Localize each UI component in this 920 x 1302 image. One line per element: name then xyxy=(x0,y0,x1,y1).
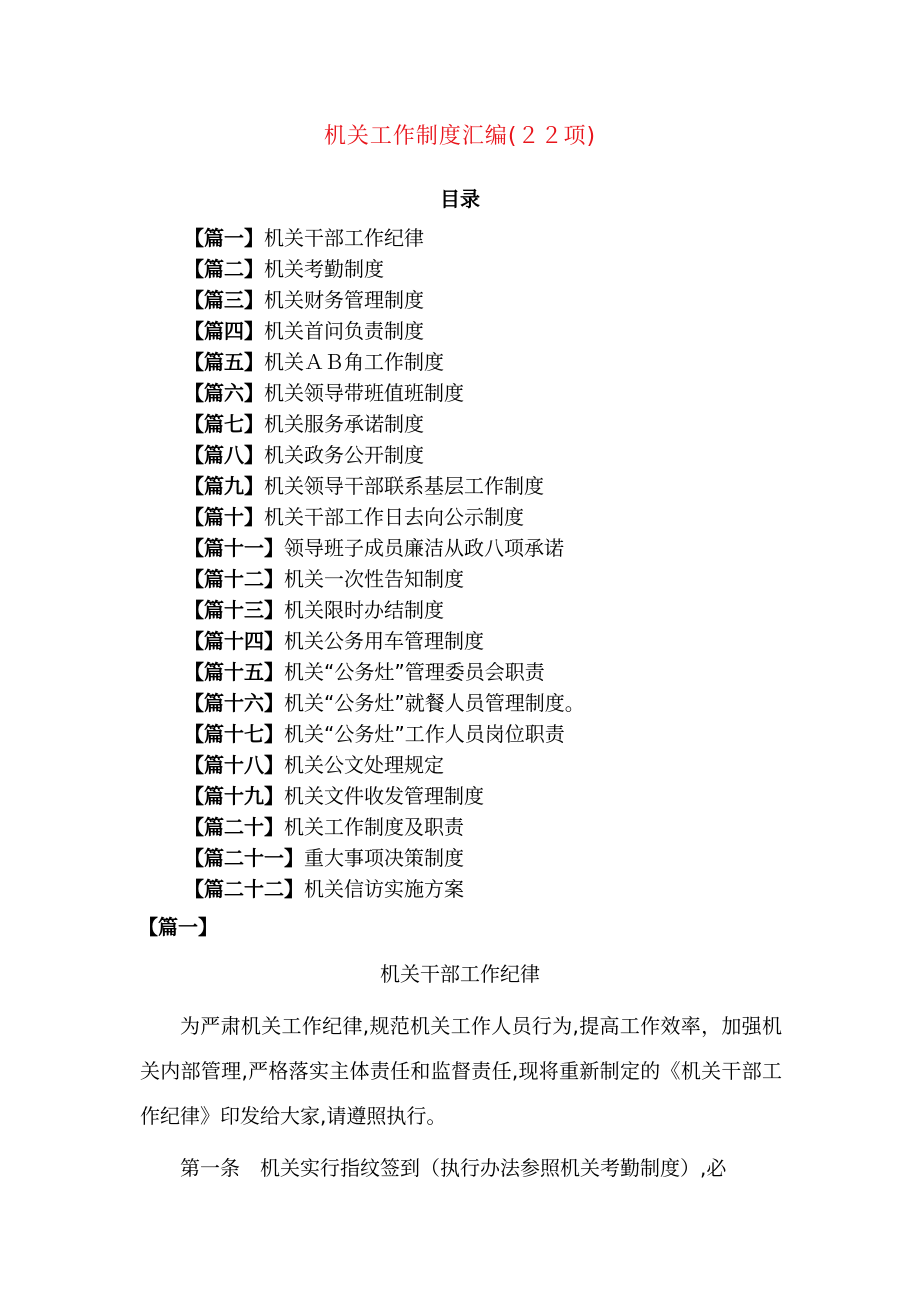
toc-item-title: 机关服务承诺制度 xyxy=(264,412,424,436)
toc-item-number: 【篇十八】 xyxy=(184,753,284,777)
toc-item xyxy=(184,316,585,347)
toc-item-title: 机关首问负责制度 xyxy=(264,319,424,343)
toc-item xyxy=(184,626,585,657)
toc-item xyxy=(184,378,585,409)
toc-item-number: 【篇十六】 xyxy=(184,691,284,715)
toc-item-title: 机关领导干部联系基层工作制度 xyxy=(264,474,544,498)
toc-item-number: 【篇六】 xyxy=(184,381,264,405)
toc-item xyxy=(184,471,585,502)
toc-item-number: 【篇八】 xyxy=(184,443,264,467)
toc-item-number: 【篇十七】 xyxy=(184,722,284,746)
toc-item xyxy=(184,750,585,781)
toc-item xyxy=(184,223,585,254)
table-of-contents xyxy=(184,223,585,905)
toc-item xyxy=(184,781,585,812)
toc-item-title: 机关“公务灶”就餐人员管理制度。 xyxy=(284,691,585,715)
body-paragraph: 第一条 机关实行指纹签到（执行办法参照机关考勤制度）,必 xyxy=(180,1156,727,1180)
toc-item-title: 机关干部工作纪律 xyxy=(264,226,424,250)
toc-item-title: 机关“公务灶”工作人员岗位职责 xyxy=(284,722,565,746)
toc-item xyxy=(184,719,585,750)
toc-item-number: 【篇十四】 xyxy=(184,629,284,653)
toc-item xyxy=(184,254,585,285)
toc-item xyxy=(184,564,585,595)
toc-item-number: 【篇十二】 xyxy=(184,567,284,591)
toc-item-number: 【篇十】 xyxy=(184,505,264,529)
toc-item xyxy=(184,688,585,719)
toc-item-title: 机关文件收发管理制度 xyxy=(284,784,484,808)
toc-item-number: 【篇七】 xyxy=(184,412,264,436)
toc-heading: 目录 xyxy=(440,187,480,211)
section-marker: 【篇一】 xyxy=(138,915,218,939)
document-title: 机关工作制度汇编(２２项) xyxy=(323,124,597,149)
toc-item-number: 【篇五】 xyxy=(184,350,264,374)
toc-item xyxy=(184,502,585,533)
toc-item-title: 机关一次性告知制度 xyxy=(284,567,464,591)
toc-item-title: 领导班子成员廉洁从政八项承诺 xyxy=(284,536,564,560)
toc-item xyxy=(184,409,585,440)
toc-item-number: 【篇二十二】 xyxy=(184,877,304,901)
toc-item-number: 【篇九】 xyxy=(184,474,264,498)
toc-item-number: 【篇二】 xyxy=(184,257,264,281)
toc-item xyxy=(184,533,585,564)
toc-item-title: 机关信访实施方案 xyxy=(304,877,464,901)
toc-item xyxy=(184,595,585,626)
toc-item-number: 【篇十三】 xyxy=(184,598,284,622)
toc-item-title: 机关“公务灶”管理委员会职责 xyxy=(284,660,545,684)
toc-item-number: 【篇三】 xyxy=(184,288,264,312)
section-title: 机关干部工作纪律 xyxy=(380,962,540,986)
toc-item xyxy=(184,285,585,316)
body-paragraph: 为严肃机关工作纪律,规范机关工作人员行为,提高工作效率，加强机关内部管理,严格落实主体责任和监督责任,现将重新制定的《机关干部工作纪律》印发给大家,请遵照执行。 xyxy=(140,1014,782,1128)
toc-item-title: 机关财务管理制度 xyxy=(264,288,424,312)
toc-item xyxy=(184,347,585,378)
toc-item-number: 【篇十九】 xyxy=(184,784,284,808)
toc-item-title: 机关公务用车管理制度 xyxy=(284,629,484,653)
toc-item-number: 【篇十一】 xyxy=(184,536,284,560)
toc-item-title: 机关ＡＢ角工作制度 xyxy=(264,350,444,374)
toc-item xyxy=(184,874,585,905)
toc-item-title: 机关领导带班值班制度 xyxy=(264,381,464,405)
toc-item-title: 机关公文处理规定 xyxy=(284,753,444,777)
toc-item-number: 【篇二十一】 xyxy=(184,846,304,870)
toc-item-title: 机关限时办结制度 xyxy=(284,598,444,622)
toc-item xyxy=(184,843,585,874)
toc-item-title: 机关干部工作日去向公示制度 xyxy=(264,505,524,529)
toc-item-title: 机关工作制度及职责 xyxy=(284,815,464,839)
toc-item xyxy=(184,812,585,843)
toc-item xyxy=(184,657,585,688)
toc-item-title: 重大事项决策制度 xyxy=(304,846,464,870)
toc-item-number: 【篇四】 xyxy=(184,319,264,343)
toc-item-number: 【篇二十】 xyxy=(184,815,284,839)
toc-item-number: 【篇十五】 xyxy=(184,660,284,684)
toc-item xyxy=(184,440,585,471)
toc-item-number: 【篇一】 xyxy=(184,226,264,250)
toc-item-title: 机关考勤制度 xyxy=(264,257,384,281)
toc-item-title: 机关政务公开制度 xyxy=(264,443,424,467)
